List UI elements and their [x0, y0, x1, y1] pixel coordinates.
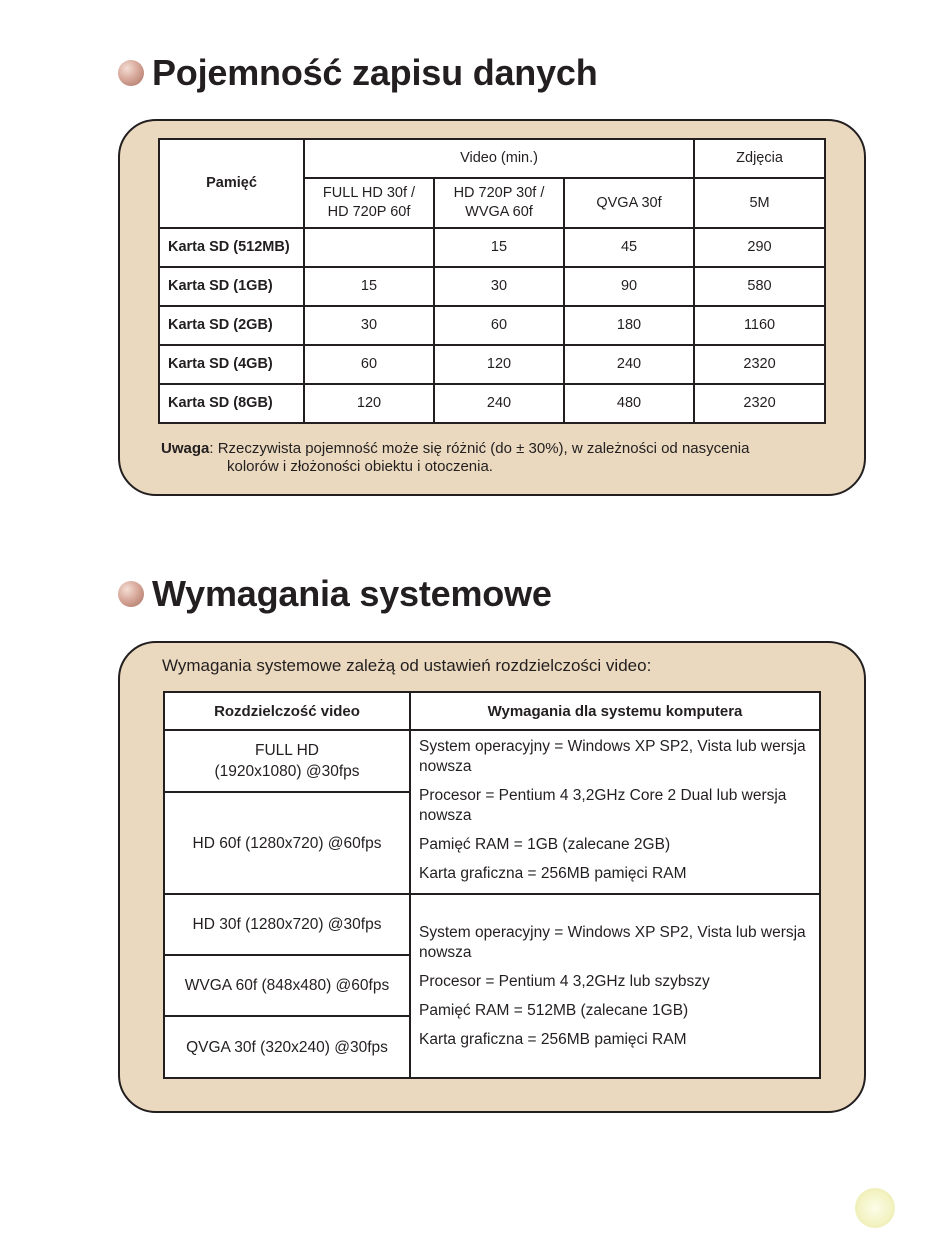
requirement-ram: Pamięć RAM = 512MB (zalecane 1GB) — [419, 1002, 689, 1019]
table-cell: 240 — [564, 345, 694, 384]
resolution-header: Rozdzielczość video — [164, 692, 410, 730]
row-label: Karta SD (1GB) — [159, 267, 304, 306]
requirement-cpu: Procesor = Pentium 4 3,2GHz lub szybszy — [419, 973, 710, 990]
table-row — [159, 345, 825, 384]
requirement-cpu: Procesor = Pentium 4 3,2GHz Core 2 Dual lub wersja nowsza — [419, 787, 787, 824]
table-cell: 60 — [434, 306, 564, 345]
table-cell: 180 — [564, 306, 694, 345]
memory-header: Pamięć — [159, 139, 304, 228]
requirements-table — [163, 691, 821, 1079]
table-cell — [304, 228, 434, 267]
photo-header: Zdjęcia — [694, 139, 825, 178]
subheader-5m: 5M — [694, 178, 825, 228]
resolution-cell: WVGA 60f (848x480) @60fps — [164, 955, 410, 1016]
video-header: Video (min.) — [304, 139, 694, 178]
section-bullet-icon — [118, 60, 144, 86]
section-bullet-icon — [118, 581, 144, 607]
page-marker-icon — [855, 1188, 895, 1228]
capacity-table — [158, 138, 826, 424]
table-cell: 30 — [434, 267, 564, 306]
requirement-os: System operacyjny = Windows XP SP2, Vista lub wersja nowsza — [419, 924, 806, 961]
row-label: Karta SD (4GB) — [159, 345, 304, 384]
section-title-capacity: Pojemność zapisu danych — [152, 52, 598, 93]
requirement-os: System operacyjny = Windows XP SP2, Vista lub wersja nowsza — [419, 738, 806, 775]
subheader-qvga: QVGA 30f — [564, 178, 694, 228]
table-row — [159, 267, 825, 306]
note-label: Uwaga — [161, 440, 210, 457]
subheader-hd720: HD 720P 30f / WVGA 60f — [434, 178, 564, 228]
capacity-note — [161, 440, 841, 476]
requirements-group-low — [410, 894, 820, 1078]
table-cell: 2320 — [694, 345, 825, 384]
table-row — [159, 384, 825, 423]
table-cell: 15 — [304, 267, 434, 306]
subheader-fullhd: FULL HD 30f / HD 720P 60f — [304, 178, 434, 228]
table-cell: 120 — [434, 345, 564, 384]
table-row — [159, 228, 825, 267]
row-label: Karta SD (512MB) — [159, 228, 304, 267]
table-cell: 90 — [564, 267, 694, 306]
table-row — [159, 306, 825, 345]
requirements-intro: Wymagania systemowe zależą od ustawień rozdzielczości video: — [162, 656, 652, 675]
resolution-cell: QVGA 30f (320x240) @30fps — [164, 1016, 410, 1078]
requirement-gpu: Karta graficzna = 256MB pamięci RAM — [419, 865, 687, 882]
table-cell: 580 — [694, 267, 825, 306]
section-title-requirements: Wymagania systemowe — [152, 573, 552, 614]
table-cell: 45 — [564, 228, 694, 267]
table-cell: 2320 — [694, 384, 825, 423]
table-cell: 1160 — [694, 306, 825, 345]
note-text-line1: : Rzeczywista pojemność może się różnić (do ± 30%), w zależności od nasycenia — [209, 440, 750, 457]
requirements-header: Wymagania dla systemu komputera — [410, 692, 820, 730]
table-cell: 60 — [304, 345, 434, 384]
table-cell: 480 — [564, 384, 694, 423]
row-label: Karta SD (8GB) — [159, 384, 304, 423]
requirement-gpu: Karta graficzna = 256MB pamięci RAM — [419, 1031, 687, 1048]
requirement-ram: Pamięć RAM = 1GB (zalecane 2GB) — [419, 836, 671, 853]
resolution-cell: FULL HD (1920x1080) @30fps — [164, 730, 410, 792]
table-cell: 30 — [304, 306, 434, 345]
table-cell: 240 — [434, 384, 564, 423]
table-cell: 120 — [304, 384, 434, 423]
row-label: Karta SD (2GB) — [159, 306, 304, 345]
resolution-cell: HD 60f (1280x720) @60fps — [164, 792, 410, 894]
note-text-line2: kolorów i złożoności obiektu i otoczenia. — [227, 458, 493, 475]
resolution-cell: HD 30f (1280x720) @30fps — [164, 894, 410, 955]
table-cell: 290 — [694, 228, 825, 267]
table-cell: 15 — [434, 228, 564, 267]
requirements-group-high — [410, 730, 820, 894]
